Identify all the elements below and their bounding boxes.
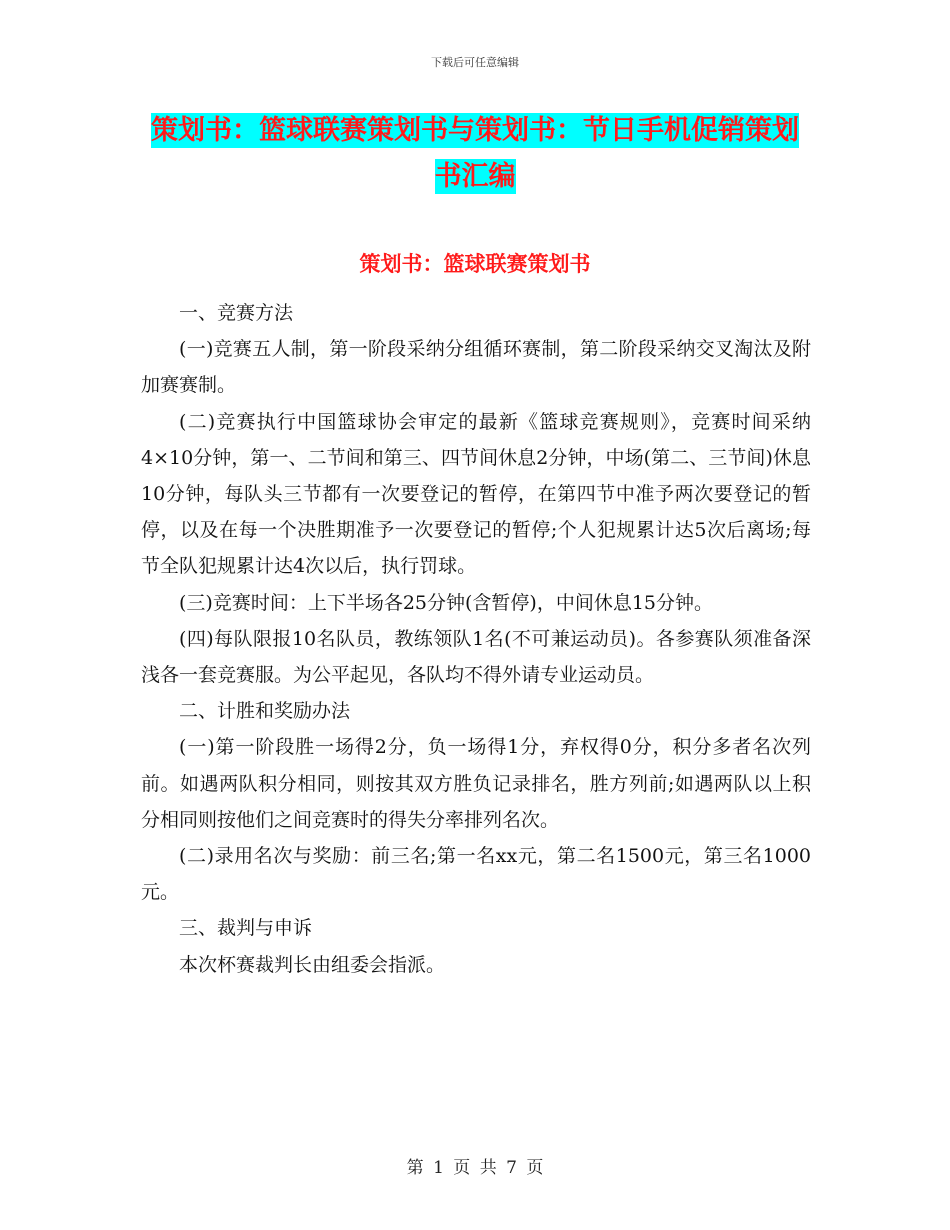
paragraph: 三、裁判与申诉 xyxy=(179,917,313,940)
paragraph: (二)录用名次与奖励：前三名;第一名xx元，第二名1500元，第三名1000元。 xyxy=(141,845,811,904)
document-body xyxy=(141,295,811,983)
section-title: 策划书：篮球联赛策划书 xyxy=(359,252,591,276)
document-title-text: 策划书：篮球联赛策划书与策划书：节日手机促销策划书汇编 xyxy=(151,115,799,192)
paragraph: 一、竞赛方法 xyxy=(179,302,294,324)
paragraph: (一)竞赛五人制，第一阶段采纳分组循环赛制，第二阶段采纳交叉淘汰及附加赛赛制。 xyxy=(141,338,811,397)
header-note: 下载后可任意编辑 xyxy=(431,56,519,69)
paragraph: (二)竞赛执行中国篮球协会审定的最新《篮球竞赛规则》，竞赛时间采纳4×10分钟，第一、二节间和第三、四节间休息2分钟，中场(第二、三节间)休息10分钟，每队头三节都有一次要登记的暂停，在第四节中准予两次要登记的暂停，以及在每一个决胜期准予一次要登记的暂停;个人犯规累计达5次后离场;每节全队犯规累计达4次以后，执行罚球。 xyxy=(141,410,811,578)
paragraph: 本次杯赛裁判长由组委会指派。 xyxy=(179,953,446,976)
paragraph: (三)竞赛时间：上下半场各25分钟(含暂停)，中间休息15分钟。 xyxy=(179,591,714,614)
paragraph: (一)第一阶段胜一场得2分，负一场得1分，弃权得0分，积分多者名次列前。如遇两队积分相同，则按其双方胜负记录排名，胜方列前;如遇两队以上积分相同则按他们之间竞赛时的得失分率排列名次。 xyxy=(141,736,811,831)
paragraph: 二、计胜和奖励办法 xyxy=(179,700,351,723)
page-footer: 第 1 页 共 7 页 xyxy=(406,1158,544,1178)
document-title xyxy=(140,108,810,200)
paragraph: (四)每队限报10名队员，教练领队1名(不可兼运动员)。各参赛队须准备深浅各一套竞赛服。为公平起见，各队均不得外请专业运动员。 xyxy=(141,627,811,687)
